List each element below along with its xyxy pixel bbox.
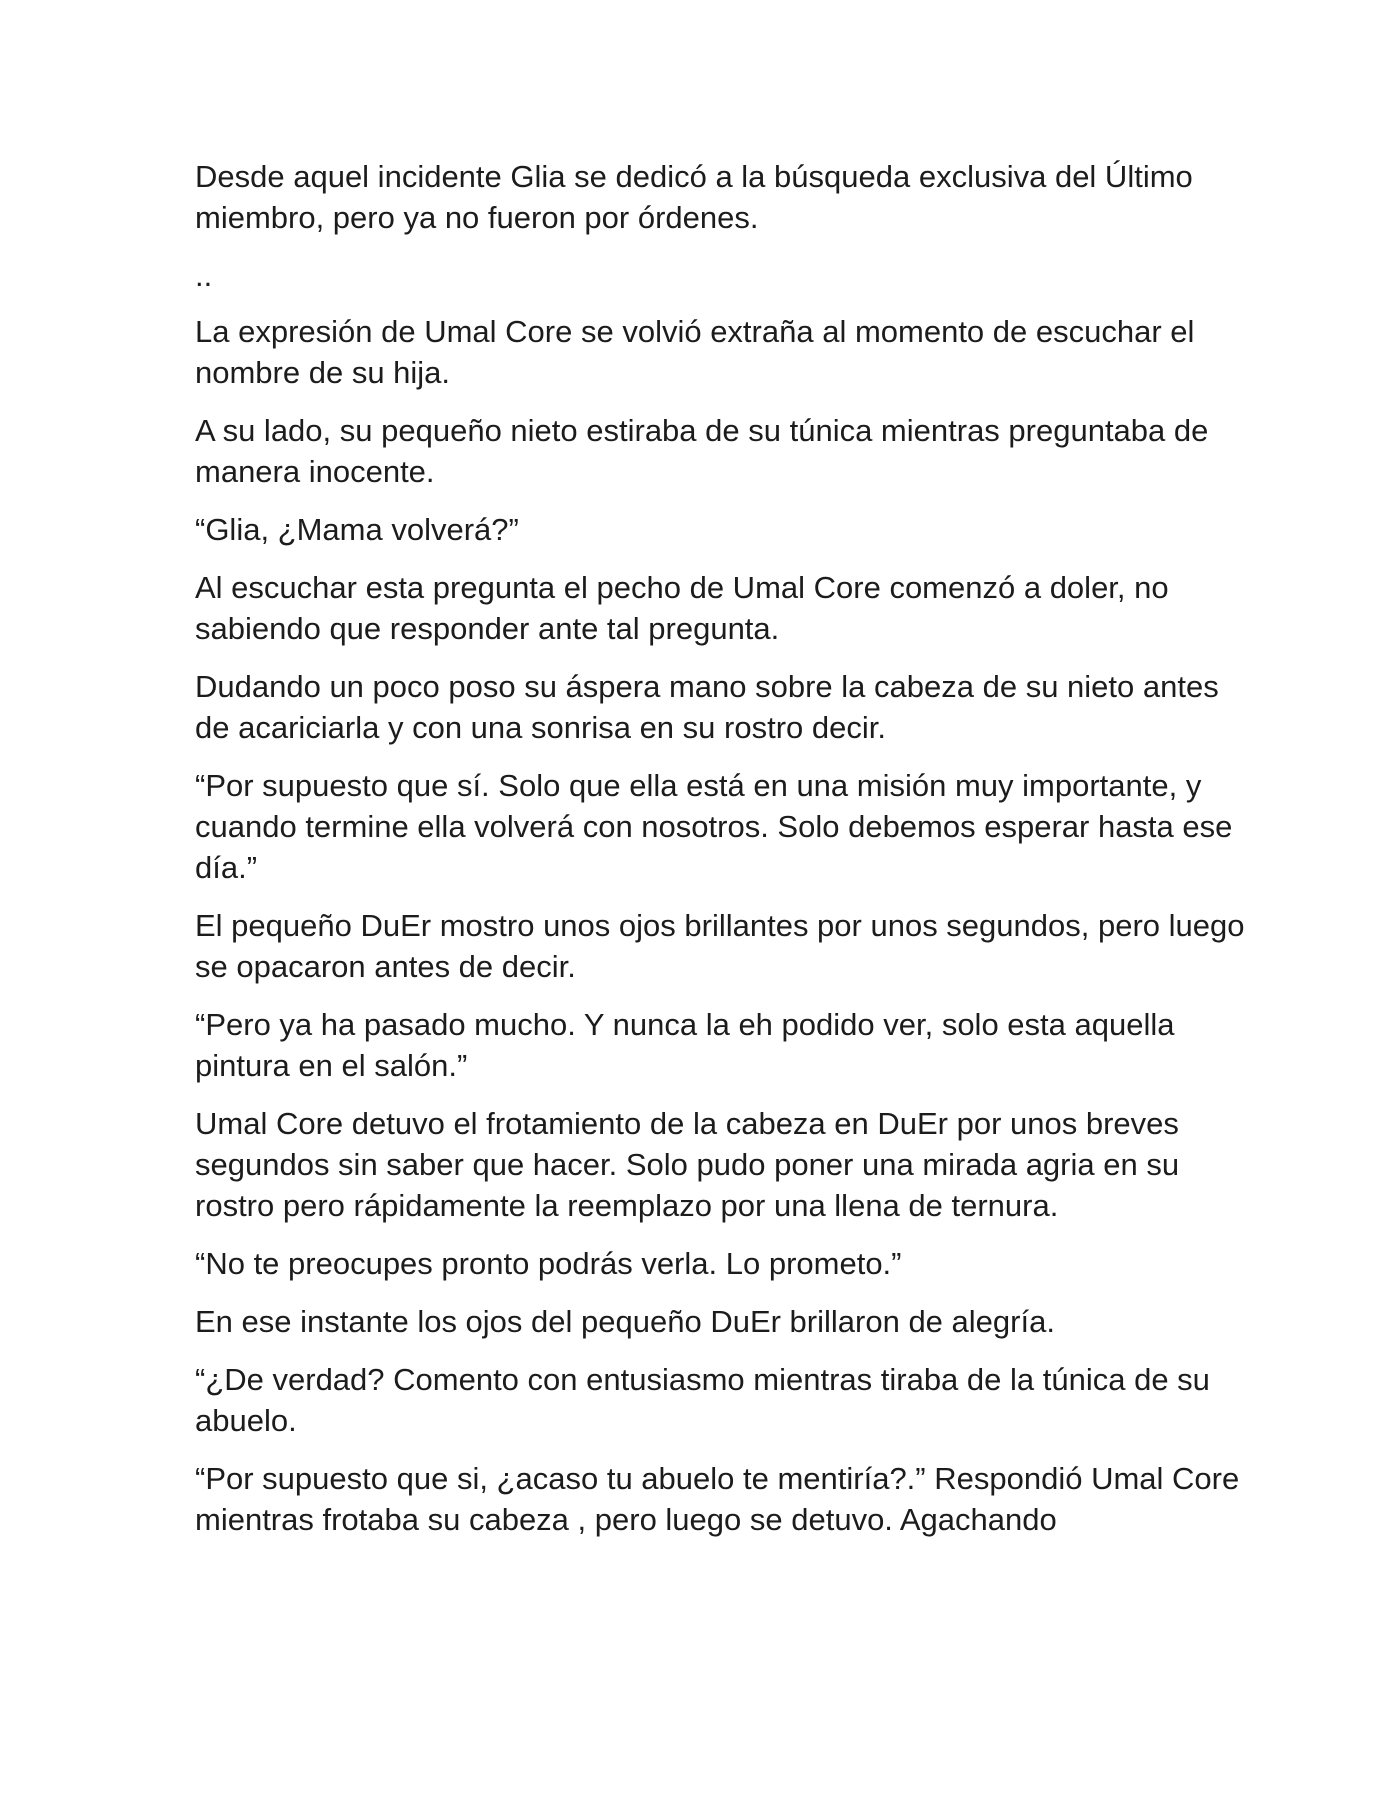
paragraph-4: “Glia, ¿Mama volverá?” xyxy=(195,512,519,547)
paragraph-11: “No te preocupes pronto podrás verla. Lo prometo.” xyxy=(195,1246,902,1281)
paragraph-12: En ese instante los ojos del pequeño DuEr brillaron de alegría. xyxy=(195,1304,1055,1339)
paragraph-8: El pequeño DuEr mostro unos ojos brillantes por unos segundos, pero luego se opacaron antes de decir. xyxy=(195,908,1245,984)
paragraph-7: “Por supuesto que sí. Solo que ella está en una misión muy importante, y cuando termine ella volverá con nosotros. Solo debemos esperar hasta ese día.” xyxy=(195,768,1233,885)
text-body xyxy=(195,156,1255,1557)
paragraph-separator: .. xyxy=(195,258,213,293)
paragraph-5: Al escuchar esta pregunta el pecho de Umal Core comenzó a doler, no sabiendo que responder ante tal pregunta. xyxy=(195,570,1169,646)
paragraph-6: Dudando un poco poso su áspera mano sobre la cabeza de su nieto antes de acariciarla y con una sonrisa en su rostro decir. xyxy=(195,669,1219,745)
paragraph-13: “¿De verdad? Comento con entusiasmo mientras tiraba de la túnica de su abuelo. xyxy=(195,1362,1210,1438)
paragraph-10: Umal Core detuvo el frotamiento de la cabeza en DuEr por unos breves segundos sin saber que hacer. Solo pudo poner una mirada agria en su rostro pero rápidamente la reemplazo por una llena de ternura. xyxy=(195,1106,1180,1223)
paragraph-14: “Por supuesto que si, ¿acaso tu abuelo te mentiría?.” Respondió Umal Core mientras frotaba su cabeza , pero luego se detuvo. Agachando xyxy=(195,1461,1240,1537)
paragraph-1: Desde aquel incidente Glia se dedicó a la búsqueda exclusiva del Último miembro, pero ya no fueron por órdenes. xyxy=(195,159,1193,235)
paragraph-9: “Pero ya ha pasado mucho. Y nunca la eh podido ver, solo esta aquella pintura en el salón.” xyxy=(195,1007,1175,1083)
paragraph-3: A su lado, su pequeño nieto estiraba de su túnica mientras preguntaba de manera inocente. xyxy=(195,413,1209,489)
paragraph-2: La expresión de Umal Core se volvió extraña al momento de escuchar el nombre de su hija. xyxy=(195,314,1195,390)
